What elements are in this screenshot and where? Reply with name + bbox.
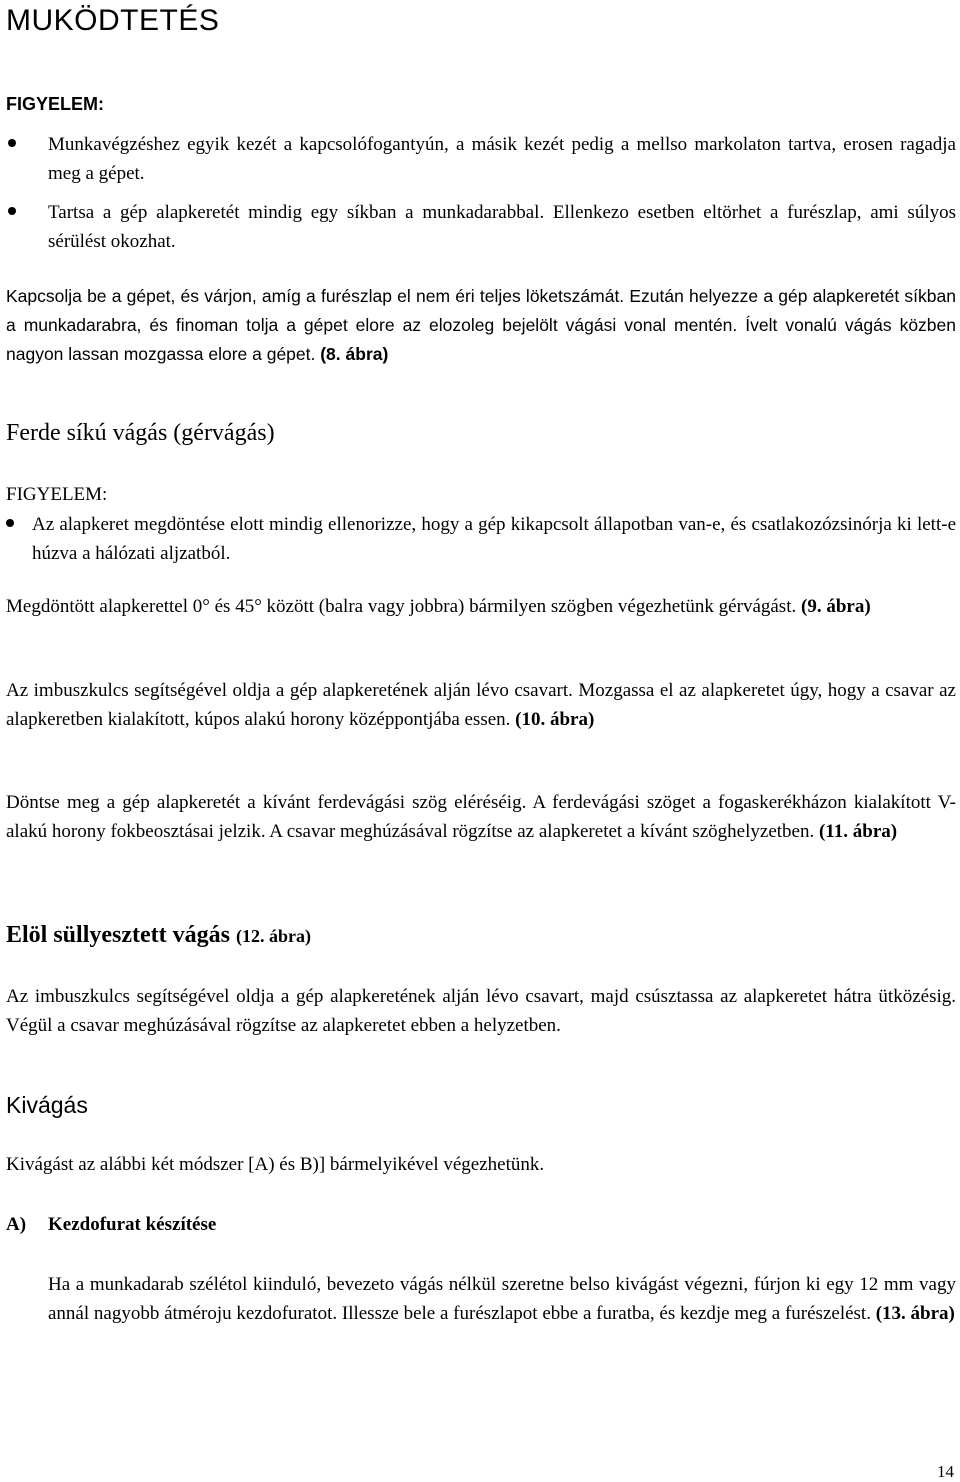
heading-text: Elöl süllyesztett vágás bbox=[6, 922, 230, 948]
subsection-title: Kezdofurat készítése bbox=[48, 1214, 217, 1235]
warning-label-1: FIGYELEM: bbox=[6, 94, 104, 114]
paragraph-text: Ha a munkadarab szélétol kiinduló, bevezeto vágás nélkül szeretne belso kivágást végezni, fúrjon ki egy 12 mm vagy annál nagyobb átméroju kezdofuratot. Illessze bele a furészlapot ebbe a furatba, és kezdje meg a furészelést. bbox=[48, 1274, 956, 1324]
subsection-letter: A) bbox=[6, 1214, 27, 1235]
bullet-icon bbox=[8, 139, 16, 147]
section-heading-bevel-cut: Ferde síkú vágás (gérvágás) bbox=[6, 420, 275, 446]
bullet-text: Az alapkeret megdöntése elott mindig ellenorizze, hogy a gép kikapcsolt állapotban van-e, és csatlakozózsinórja ki lett-e húzva a hálózati aljzatból. bbox=[32, 514, 956, 564]
bullet-icon bbox=[8, 207, 16, 215]
subsection-heading-a bbox=[6, 1214, 216, 1236]
paragraph-flush-cut: Az imbuszkulcs segítségével oldja a gép alapkeretének alján lévo csavart, majd csúsztassa az alapkeretet hátra ütközésig. Végül a csavar meghúzásával rögzítse az alapkeretet ebben a helyzetben. bbox=[6, 986, 956, 1036]
page-number: 14 bbox=[937, 1462, 954, 1481]
figure-reference: (13. ábra) bbox=[875, 1303, 955, 1324]
bullet-icon bbox=[6, 519, 14, 527]
section-heading-flush-cut bbox=[6, 922, 311, 949]
figure-reference: (12. ábra) bbox=[235, 926, 311, 946]
paragraph-cutout-methods: Kivágást az alábbi két módszer [A) és B)] bármelyikével végezhetünk. bbox=[6, 1154, 545, 1175]
figure-reference: (11. ábra) bbox=[818, 821, 898, 842]
figure-reference: (8. ábra) bbox=[320, 344, 389, 364]
page-title: MUKÖDTETÉS bbox=[6, 4, 220, 37]
warning-label-2: FIGYELEM: bbox=[6, 484, 108, 505]
paragraph-start-hole bbox=[48, 1270, 956, 1328]
paragraph-text: Ezután helyezze a gép alapkeretét síkban a munkadarabra, és finoman tolja a gépet elore az elozoleg bejelölt vágási vonal mentén. Ívelt vonalú vágás közben nagyon lassan mozgassa elore a gépet. bbox=[6, 286, 956, 364]
paragraph-text: Kapcsolja be a gépet, és várjon, amíg a furészlap el nem éri teljes löketszámát. bbox=[6, 286, 625, 306]
bullet-text: Munkavégzéshez egyik kezét a kapcsolófogantyún, a másik kezét pedig a mellso markolaton tartva, erosen ragadja meg a gépet. bbox=[48, 134, 956, 184]
paragraph-tilt-base bbox=[6, 788, 956, 846]
paragraph-text: Megdöntött alapkerettel 0° és 45° között (balra vagy jobbra) bármilyen szögben végezhetünk gérvágást. bbox=[6, 596, 801, 617]
figure-reference: (9. ábra) bbox=[801, 596, 871, 617]
paragraph-bevel-range bbox=[6, 592, 956, 621]
paragraph-text: Az imbuszkulcs segítségével oldja a gép alapkeretének alján lévo csavart. Mozgassa el az alapkeretet úgy, hogy a csavar az alapkeretben kialakított, kúpos alakú horony középpontjába essen. bbox=[6, 680, 956, 730]
bullet-text: Tartsa a gép alapkeretét mindig egy síkban a munkadarabbal. Ellenkezo esetben eltörhet a furészlap, ami súlyos sérülést okozhat. bbox=[48, 202, 956, 252]
figure-reference: (10. ábra) bbox=[515, 709, 595, 730]
paragraph-text: Döntse meg a gép alapkeretét a kívánt ferdevágási szög eléréséig. A ferdevágási szöget a fogaskerékházon kialakított V-alakú horony fokbeosztásai jelzik. A csavar meghúzásával rögzítse az alapkeretet a kívánt szöghelyzetben. bbox=[6, 792, 956, 842]
section-heading-cutout: Kivágás bbox=[6, 1092, 88, 1118]
paragraph-loosen-screw bbox=[6, 676, 956, 734]
paragraph-start-cutting bbox=[6, 282, 956, 369]
